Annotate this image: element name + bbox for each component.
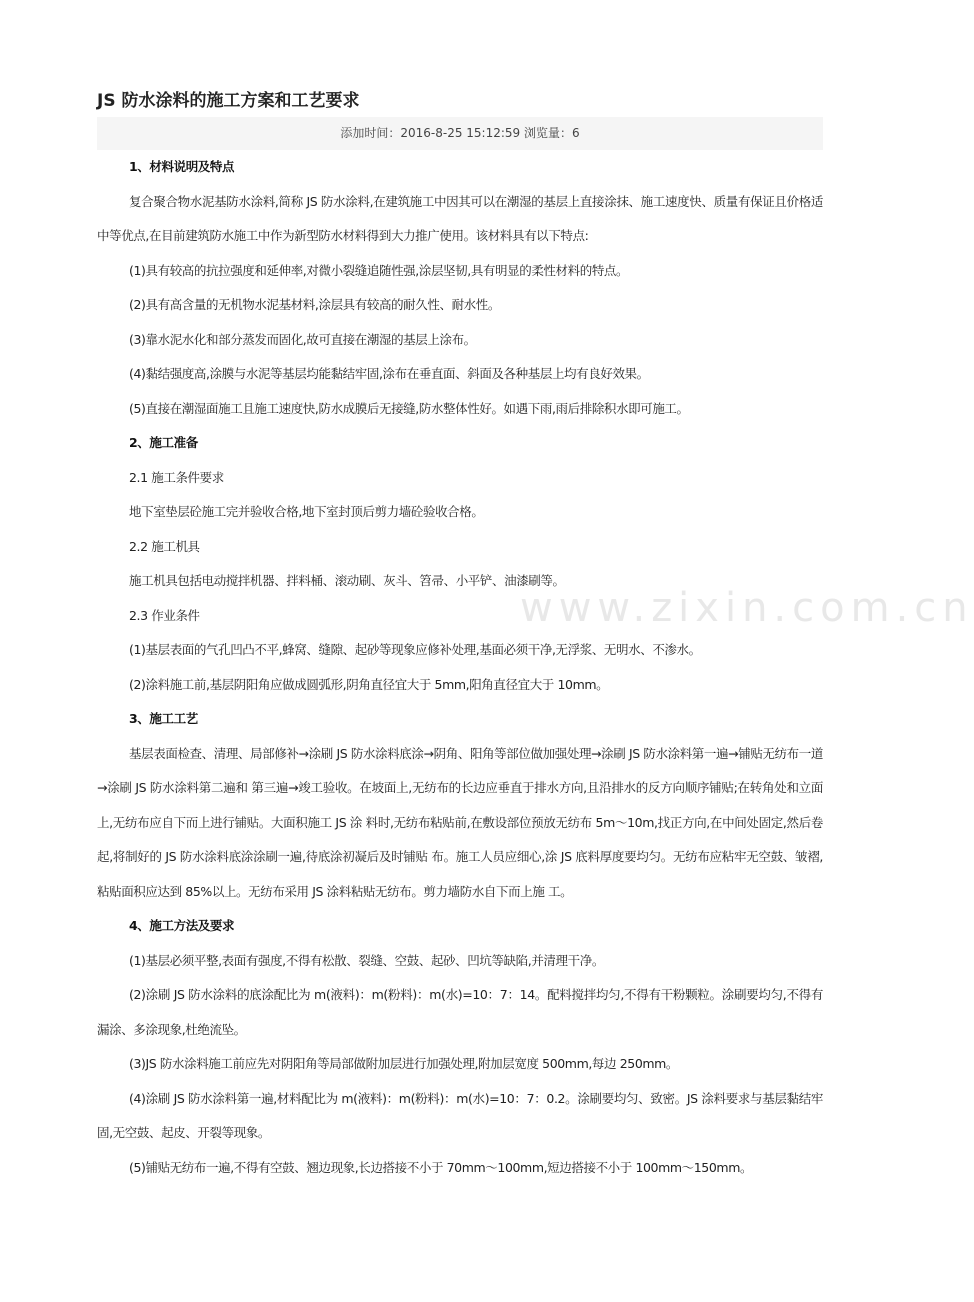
section-heading: 3、施工工艺 xyxy=(129,711,198,726)
paragraph: 2.1 施工条件要求 xyxy=(129,469,224,485)
paragraph: (1)基层必须平整,表面有强度,不得有松散、裂缝、空鼓、起砂、凹坑等缺陷,并清理干净。 xyxy=(129,952,604,968)
paragraph: 复合聚合物水泥基防水涂料,简称 JS 防水涂料,在建筑施工中因其可以在潮湿的基层上直接涂抹、施工速度快、质量有保证且价格适中等优点,在目前建筑防水施工中作为新型防水材料得到大力推广使用。该材料具有以下特点: xyxy=(97,193,823,243)
paragraph: (4)涂刷 JS 防水涂料第一遍,材料配比为 m(液料)：m(粉料)：m(水)=10：7：0.2。涂刷要均匀、致密。JS 涂料要求与基层黏结牢固,无空鼓、起皮、开裂等现象。 xyxy=(97,1090,823,1140)
paragraph: (1)具有较高的抗拉强度和延伸率,对微小裂缝追随性强,涂层坚韧,具有明显的柔性材料的特点。 xyxy=(129,262,629,278)
paragraph: 2.2 施工机具 xyxy=(129,538,200,554)
article-title: JS 防水涂料的施工方案和工艺要求 xyxy=(97,91,360,111)
article-body xyxy=(97,150,823,1185)
section-heading: 1、材料说明及特点 xyxy=(129,159,235,174)
paragraph: (3)JS 防水涂料施工前应先对阴阳角等局部做附加层进行加强处理,附加层宽度 500mm,每边 250mm。 xyxy=(129,1056,679,1071)
paragraph: (2)涂料施工前,基层阴阳角应做成圆弧形,阴角直径宜大于 5mm,阳角直径宜大于 10mm。 xyxy=(129,676,609,692)
section-materials xyxy=(97,150,823,426)
paragraph: (1)基层表面的气孔凹凸不平,蜂窝、缝隙、起砂等现象应修补处理,基面必须干净,无浮浆、无明水、不渗水。 xyxy=(129,642,701,657)
watermark: www.zixin.com.cn xyxy=(520,585,974,631)
section-heading: 4、施工方法及要求 xyxy=(129,918,235,933)
paragraph: 基层表面检查、清理、局部修补→涂刷 JS 防水涂料底涂→阴角、阳角等部位做加强处理→涂刷 JS 防水涂料第一遍→铺贴无纺布一道→涂刷 JS 防水涂料第二遍和 第三遍→竣工验收。在坡面上,无纺布的长边应垂直于排水方向,且沿排水的反方向顺序铺贴;在转角处和立面上,无纺布应自下而上进行铺贴。大面积施工 JS 涂 料时,无纺布粘贴前,在敷设部位预放无纺布 5m～10m,找正方向,在中间处固定,然后卷起,将制好的 JS 防水涂料底涂涂刷一遍,待底涂初凝后及时铺贴 布。施工人员应细心,涂 JS 底料厚度要均匀。无纺布应粘牢无空鼓、皱褶,粘贴面积应达到 85%以上。无纺布采用 JS 涂料粘贴无纺布。剪力墙防水自下而上施 工。 xyxy=(97,745,823,899)
paragraph: 施工机具包括电动搅拌机器、拌料桶、滚动刷、灰斗、笤帚、小平铲、油漆刷等。 xyxy=(129,573,565,588)
paragraph: (5)直接在潮湿面施工且施工速度快,防水成膜后无接缝,防水整体性好。如遇下雨,雨后排除积水即可施工。 xyxy=(129,400,689,416)
paragraph: 2.3 作业条件 xyxy=(129,607,200,623)
section-heading: 2、施工准备 xyxy=(129,435,198,450)
paragraph: (3)靠水泥水化和部分蒸发而固化,故可直接在潮湿的基层上涂布。 xyxy=(129,331,476,347)
paragraph: (5)铺贴无纺布一遍,不得有空鼓、翘边现象,长边搭接不小于 70mm～100mm,短边搭接不小于 100mm～150mm。 xyxy=(129,1159,753,1175)
section-process xyxy=(97,702,823,909)
section-methods xyxy=(97,909,823,1185)
paragraph: (2)涂刷 JS 防水涂料的底涂配比为 m(液料)：m(粉料)：m(水)=10：7：14。配料搅拌均匀,不得有干粉颗粒。涂刷要均匀,不得有漏涂、多涂现象,杜绝流坠。 xyxy=(97,987,823,1037)
paragraph: (4)黏结强度高,涂膜与水泥等基层均能黏结牢固,涂布在垂直面、斜面及各种基层上均有良好效果。 xyxy=(129,366,649,381)
paragraph: (2)具有高含量的无机物水泥基材料,涂层具有较高的耐久性、耐水性。 xyxy=(129,297,500,312)
paragraph: 地下室垫层砼施工完并验收合格,地下室封顶后剪力墙砼验收合格。 xyxy=(129,504,484,519)
article-meta: 添加时间：2016-8-25 15:12:59 浏览量：6 xyxy=(97,117,823,150)
section-preparation xyxy=(97,426,823,702)
